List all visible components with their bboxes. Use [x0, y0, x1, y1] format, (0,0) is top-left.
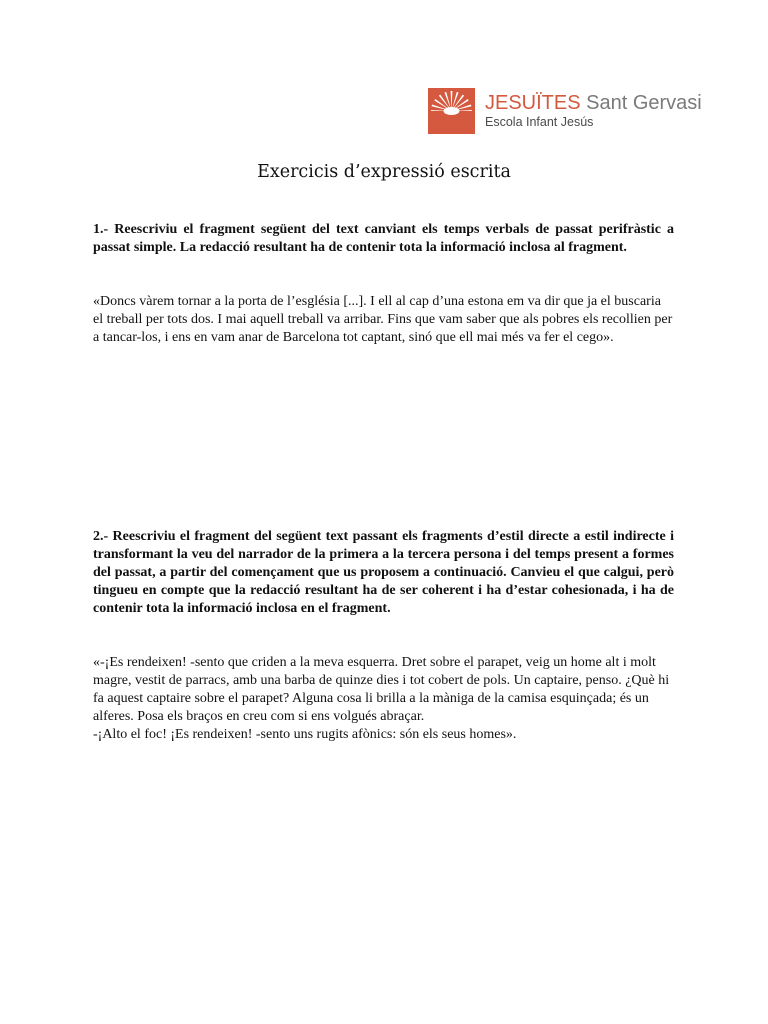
- sunburst-logo-icon: [428, 88, 475, 134]
- exercise-1-instruction: [93, 221, 674, 257]
- exercise-2-number: 2.-: [93, 529, 109, 544]
- exercise-2-instruction-text: Reescriviu el fragment del següent text passant els fragments d’estil directe a estil indirecte i transformant la veu del narrador de la primera a la tercera persona i del temps present a formes del passat, a partir del començament que us proposem a continuació. Canvieu el que calgui, però tingueu en compte que la redacció resultant ha de ser coherent i ha d’estar cohesionada, i ha de contenir tota la informació inclosa en el fragment.: [93, 529, 674, 616]
- logo-text: [485, 93, 702, 129]
- exercise-1-passage-block: [93, 293, 674, 347]
- school-logo: [428, 88, 702, 134]
- exercise-1-number: 1.-: [93, 222, 109, 237]
- logo-jesuites: JESUÏTES: [485, 92, 581, 115]
- page-title: Exercicis d’expressió escrita: [257, 162, 511, 182]
- exercise-2-passage-block: [93, 654, 674, 744]
- exercise-2-passage-line-2: -¡Alto el foc! ¡Es rendeixen! -sento uns rugits afònics: són els seus homes».: [93, 727, 517, 742]
- logo-title: [485, 93, 702, 113]
- exercise-1-passage: «Doncs vàrem tornar a la porta de l’església [...]. I ell al cap d’una estona em va dir que ja el buscaria el treball per tots dos. I mai aquell treball va arribar. Fins que vam saber que als pobres els recollien per a tancar-los, i ens en vam anar de Barcelona tot captant, sinó que ell mai més va fer el cego».: [93, 294, 673, 345]
- logo-subtitle: Escola Infant Jesús: [485, 115, 594, 130]
- exercise-2-passage-line-1: «-¡Es rendeixen! -sento que criden a la meva esquerra. Dret sobre el parapet, veig un home alt i molt magre, vestit de parracs, amb una barba de quinze dies i tot cobert de pols. Un captaire, penso. ¿Què hi fa aquest captaire sobre el parapet? Alguna cosa li brilla a la màniga de la camisa esquinçada; és un alferes. Posa els braços en creu com si ens volgués abraçar.: [93, 655, 670, 724]
- exercise-2-instruction: [93, 528, 674, 618]
- exercise-1: [93, 221, 674, 257]
- logo-sant-gervasi: Sant Gervasi: [586, 92, 702, 115]
- exercise-1-instruction-text: Reescriviu el fragment següent del text canviant els temps verbals de passat perifràstic a passat simple. La redacció resultant ha de contenir tota la informació inclosa al fragment.: [93, 222, 674, 255]
- exercise-2: [93, 528, 674, 618]
